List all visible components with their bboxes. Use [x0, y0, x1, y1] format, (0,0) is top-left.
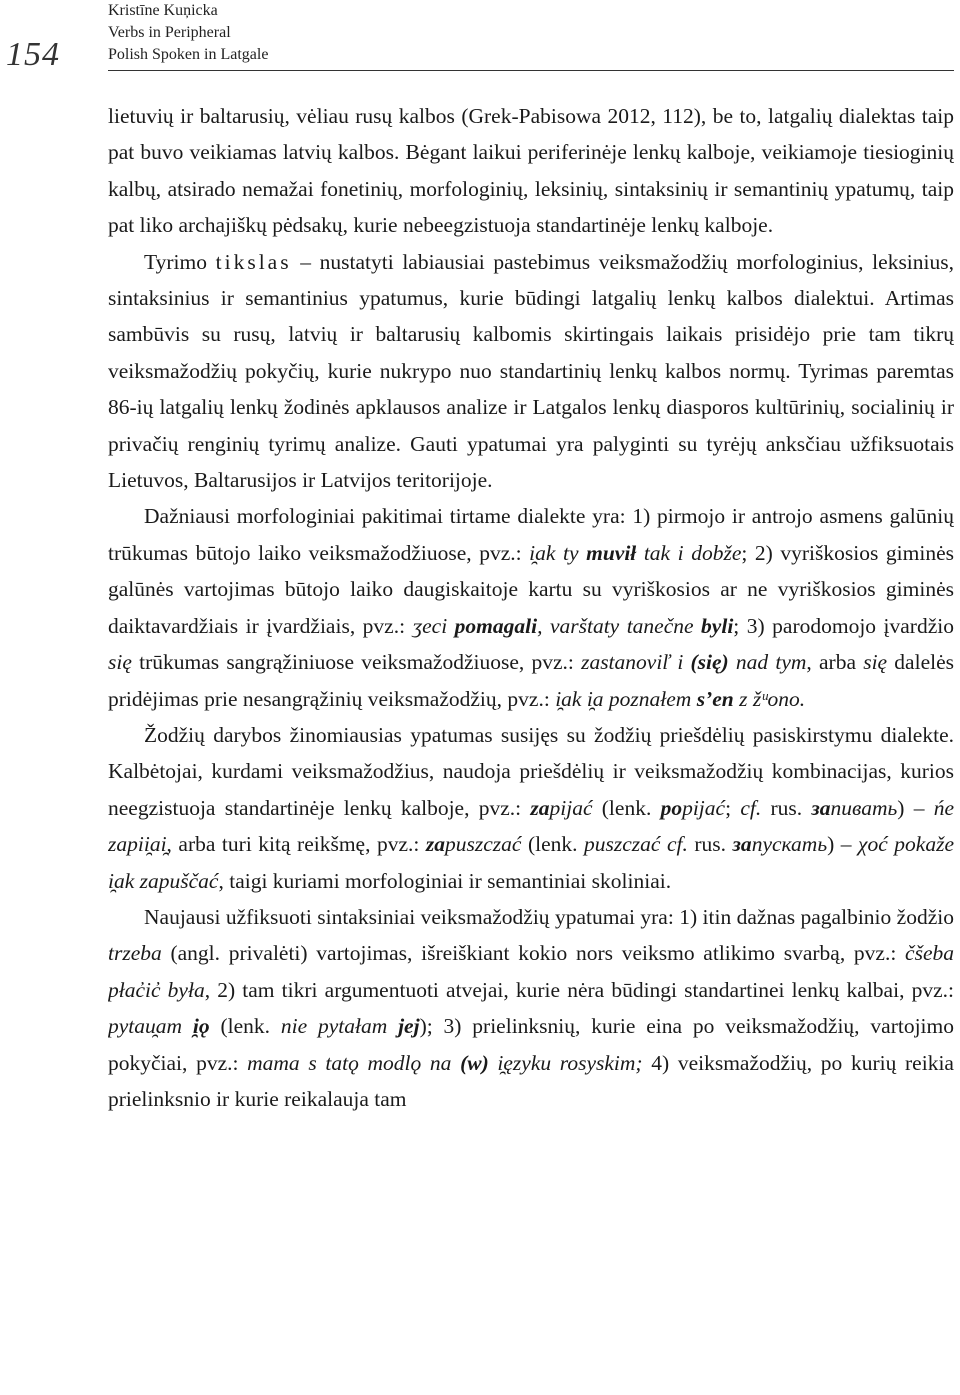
example-run: nie pytałam: [280, 1014, 399, 1039]
text-run: , arba: [806, 650, 864, 675]
example-bold: byli: [701, 613, 734, 638]
example-bold: jej: [398, 1014, 420, 1039]
text-run: ); 3) prielinksnių, kurie eina po veiksmažodžių, vartojimo pokyčiai, pvz.:: [108, 1014, 954, 1075]
text-run: rus.: [761, 795, 812, 820]
example-run: pijać: [682, 795, 726, 820]
text-run: (lenk.: [209, 1014, 281, 1039]
text-run: ; 3) parodomojo įvardžio: [733, 613, 954, 638]
text-run: (angl. privalėti) vartojimas, išreiškiant kokio nors veiksmo atlikimo svarbą, pvz.:: [161, 941, 906, 966]
example-run: ńe zapii̯ai̯: [108, 795, 954, 857]
example-bold: (się): [690, 650, 729, 675]
paragraph-5: [108, 899, 954, 1117]
text-run: (lenk.: [592, 795, 661, 820]
example-bold: muvił: [586, 540, 637, 565]
example-run: i̯ak i̯a poznałem: [555, 686, 697, 711]
example-run: puszczać cf.: [584, 832, 688, 857]
text-run: , arba turi kitą reikšmę, pvz.:: [166, 832, 426, 857]
example-run: mama s tatǫ modlǫ na: [247, 1050, 461, 1075]
text-run: ; 2) vyriškosios giminės galūnės vartojimas būtojo laiko daugiskaitoje kartu su vyriškosios ar ne vyriškosios giminės daiktavardžiais ir įvardžiais, pvz.:: [108, 540, 954, 638]
text-run: Žodžių darybos žinomiausias ypatumas susijęs su žodžių priešdėlių pasiskirstymu dialekte. Kalbėtojai, kurdami veiksmažodžius, naudoja priešdėlių ir veiksmažodžių kombinacijas, kurios neegzistuoja standartinėje lenkų kalboje, pvz.:: [108, 722, 954, 820]
text-run: Dažniausi morfologiniai pakitimai tirtame dialekte yra: 1) pirmojo ir antrojo asmens galūnių trūkumas būtojo laiko veiksmažodžiuose, pvz.:: [108, 504, 954, 565]
p2-start: Tyrimo: [144, 249, 216, 274]
prefix-bold: за: [732, 832, 752, 857]
example-run: čšeba płac̓ic̓ była: [108, 941, 954, 1002]
running-head: [108, 0, 268, 66]
prefix-bold: za: [425, 832, 446, 857]
header-rule: [108, 70, 954, 71]
text-run: dalelės pridėjimas prie nesangrąžinių veiksmažodžių, pvz.:: [108, 650, 954, 711]
example-run: i̯ęzyku rosyskim;: [488, 1050, 643, 1075]
example-run: się: [108, 650, 132, 675]
page-number: 154: [6, 36, 60, 73]
example-run: χoć pokaže i̯ak zapuščać: [108, 832, 954, 893]
running-head-title-line2: Polish Spoken in Latgale: [108, 46, 269, 63]
example-run: cf.: [740, 795, 762, 820]
running-head-author: Kristīne Kuņicka: [108, 2, 218, 19]
text-run: ) –: [897, 795, 934, 820]
example-run: trzeba: [108, 941, 162, 966]
text-run: trūkumas sangrąžiniuose veiksmažodžiuose, pvz.:: [131, 650, 582, 675]
paragraph-2: [108, 244, 954, 499]
example-run: пускать: [751, 832, 828, 857]
text-run: , taigi kuriami morfologiniai ir semantiniai skoliniai.: [218, 868, 672, 893]
running-head-title-line1: Verbs in Peripheral: [108, 24, 231, 41]
example-bold: pomagali: [454, 613, 538, 638]
body-text: [108, 98, 954, 1395]
example-run: puszczać: [445, 832, 522, 857]
example-run: пивать: [830, 795, 898, 820]
prefix-bold: za: [530, 795, 550, 820]
page-header: [0, 0, 960, 72]
text-run: ;: [725, 795, 741, 820]
text-run: ) –: [827, 832, 859, 857]
example-bold: s’en: [696, 686, 734, 711]
text-run: rus.: [687, 832, 733, 857]
example-run: się: [863, 650, 888, 675]
text-run: (lenk.: [521, 832, 585, 857]
paragraph-1: lietuvių ir baltarusių, vėliau rusų kalbos (Grek-Pabisowa 2012, 112), be to, latgalių dialektas taip pat buvo veikiamas latvių kalbos. Bėgant laikui periferinėje lenkų kalboje, veikiamoje tiesioginių kalbų, atsirado nemažai fonetinių, morfologinių, leksinių, sintaksinių ir semantinių ypatumų, taip pat liko archajiškų pėdsakų, kurie nebeegzistuoja standartinėje lenkų kalboje.: [108, 104, 954, 238]
paragraph-3: [108, 498, 954, 716]
text-run: 4) veiksmažodžių, po kurių reikia prielinksnio ir kurie reikalauja tam: [108, 1050, 954, 1111]
example-run: zastanoviľ i: [581, 650, 691, 675]
example-run: ʒeci: [412, 613, 455, 638]
text-run: Naujausi užfiksuoti sintaksiniai veiksmažodžių ypatumai yra: 1) itin dažnas pagalbinio žodžio: [144, 904, 954, 929]
example-run: z žᵘono.: [733, 686, 806, 711]
example-run: pytau̯am: [108, 1014, 193, 1039]
paragraph-4: [108, 717, 954, 899]
example-bold: (w): [460, 1050, 489, 1075]
text-run: , 2) tam tikri argumentuoti atvejai, kurie nėra būdingi standartinei lenkų kalbai, pvz.:: [204, 977, 954, 1002]
example-run: tak i dobže: [636, 540, 742, 565]
prefix-bold: po: [660, 795, 683, 820]
keyword-tikslas: tikslas: [215, 249, 292, 274]
example-run: i̯ak ty: [529, 540, 587, 565]
example-run: pijać: [549, 795, 593, 820]
example-bold: i̯ǫ: [192, 1014, 210, 1039]
prefix-bold: за: [811, 795, 831, 820]
example-run: , varštaty tanečne: [537, 613, 702, 638]
p2-rest: – nustatyti labiausiai pastebimus veiksmažodžių morfologinius, leksinius, sintaksinius ir semantinius ypatumus, kurie būdingi latgalių lenkų kalbos dialektui. Artimas sambūvis su rusų, latvių ir baltarusių kalbomis skirtingais laikais prisidėjo prie tam tikrų veiksmažodžių pokyčių, kurie nukrypo nuo standartinių lenkų kalbos normų. Tyrimas paremtas 86-ių latgalių lenkų žodinės apklausos analize ir Latgalos lenkų diasporos kultūrinių, socialinių ir privačių renginių tyrimų analize. Gauti ypatumai yra palyginti su tyrėjų anksčiau užfiksuotais Lietuvos, Baltarusijos ir Latvijos teritorijoje.: [108, 249, 954, 493]
example-run: nad tym: [728, 650, 807, 675]
